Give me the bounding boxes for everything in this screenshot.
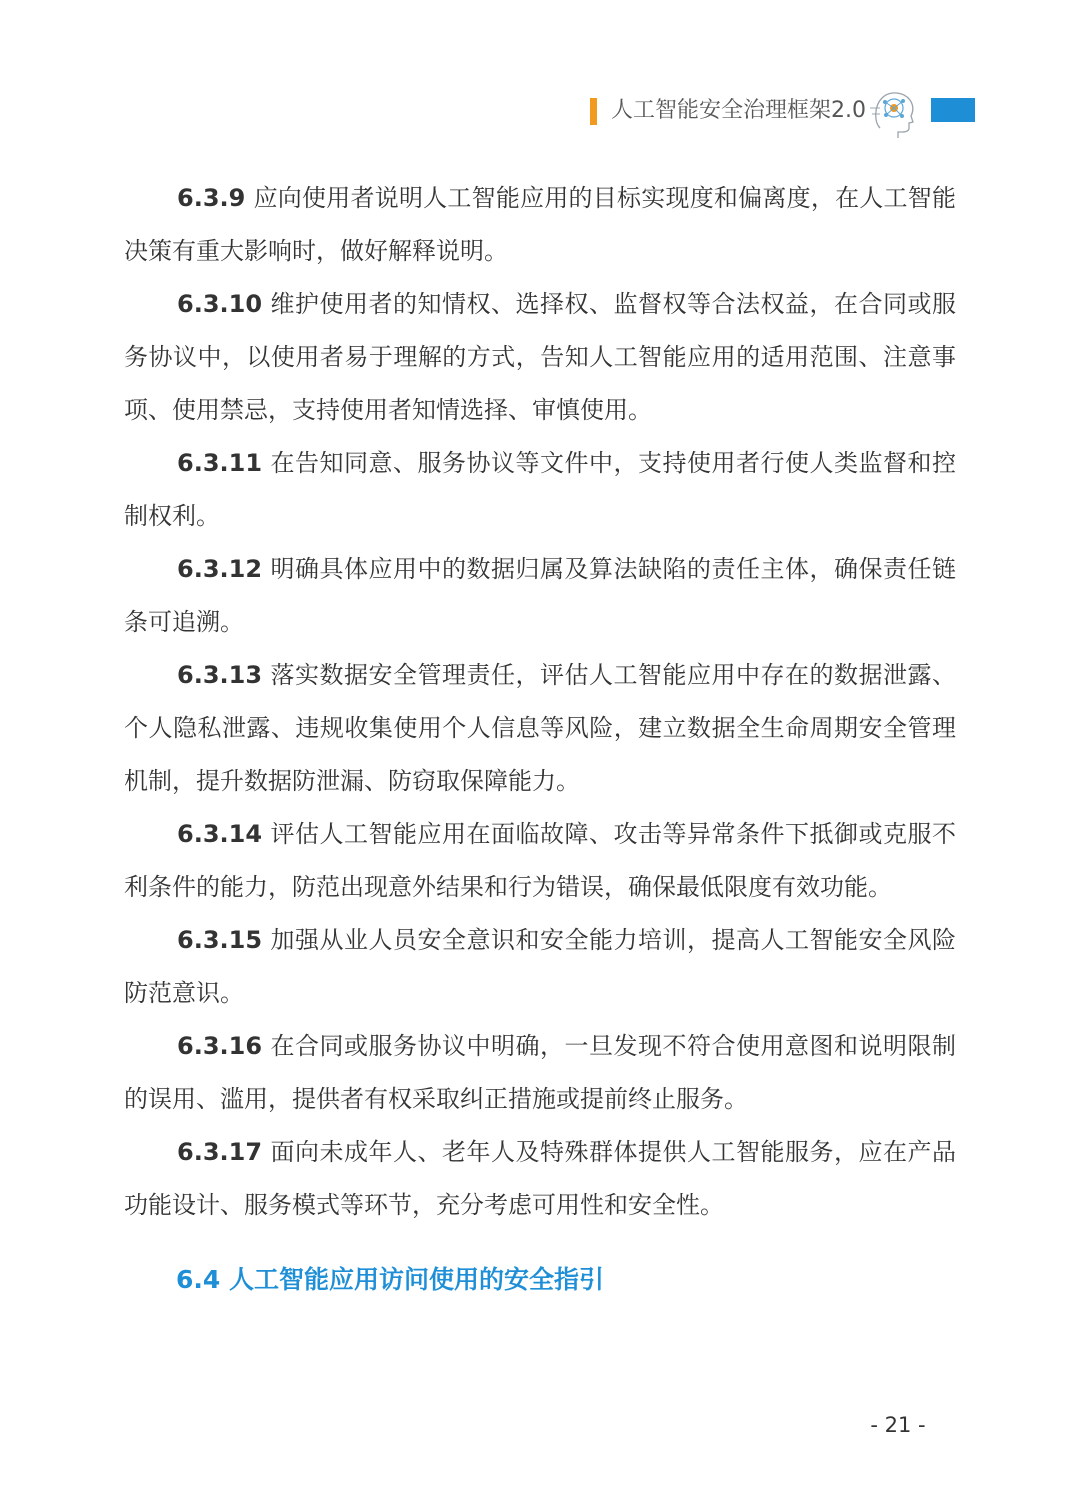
clause-paragraph: [124, 1126, 956, 1232]
document-body: [124, 172, 956, 1232]
clause-paragraph: [124, 808, 956, 914]
clause-number: 6.3.14: [177, 820, 263, 848]
clause-number: 6.3.11: [177, 449, 263, 477]
clause-paragraph: [124, 914, 956, 1020]
clause-text: 落实数据安全管理责任，评估人工智能应用中存在的数据泄露、个人隐私泄露、违规收集使用个人信息等风险，建立数据全生命周期安全管理机制，提升数据防泄漏、防窃取保障能力。: [124, 661, 956, 795]
clause-text: 在告知同意、服务协议等文件中，支持使用者行使人类监督和控制权利。: [124, 449, 956, 530]
clause-number: 6.3.12: [177, 555, 263, 583]
clause-paragraph: [124, 1020, 956, 1126]
clause-paragraph: [124, 278, 956, 437]
clause-text: 应向使用者说明人工智能应用的目标实现度和偏离度，在人工智能决策有重大影响时，做好解释说明。: [124, 184, 956, 265]
clause-number: 6.3.9: [177, 184, 246, 212]
section-heading: 6.4 人工智能应用访问使用的安全指引: [176, 1265, 604, 1294]
clause-number: 6.3.13: [177, 661, 263, 689]
clause-text: 加强从业人员安全意识和安全能力培训，提高人工智能安全风险防范意识。: [124, 926, 956, 1007]
clause-number: 6.3.15: [177, 926, 263, 954]
clause-paragraph: [124, 649, 956, 808]
header-title: 人工智能安全治理框架2.0: [611, 98, 866, 123]
clause-paragraph: [124, 172, 956, 278]
ai-head-icon: [866, 84, 922, 140]
clause-number: 6.3.10: [177, 290, 263, 318]
clause-text: 明确具体应用中的数据归属及算法缺陷的责任主体，确保责任链条可追溯。: [124, 555, 956, 636]
clause-text: 面向未成年人、老年人及特殊群体提供人工智能服务，应在产品功能设计、服务模式等环节，充分考虑可用性和安全性。: [124, 1138, 956, 1219]
clause-number: 6.3.17: [177, 1138, 263, 1166]
page-header: [0, 84, 1080, 140]
clause-text: 维护使用者的知情权、选择权、监督权等合法权益，在合同或服务协议中，以使用者易于理解的方式，告知人工智能应用的适用范围、注意事项、使用禁忌，支持使用者知情选择、审慎使用。: [124, 290, 956, 424]
header-brand-block: [931, 98, 975, 122]
clause-text: 在合同或服务协议中明确，一旦发现不符合使用意图和说明限制的误用、滥用，提供者有权采取纠正措施或提前终止服务。: [124, 1032, 956, 1113]
clause-paragraph: [124, 543, 956, 649]
header-accent-bar: [590, 98, 597, 125]
clause-text: 评估人工智能应用在面临故障、攻击等异常条件下抵御或克服不利条件的能力，防范出现意外结果和行为错误，确保最低限度有效功能。: [124, 820, 956, 901]
page-number: - 21 -: [870, 1413, 926, 1437]
clause-paragraph: [124, 437, 956, 543]
clause-number: 6.3.16: [177, 1032, 263, 1060]
